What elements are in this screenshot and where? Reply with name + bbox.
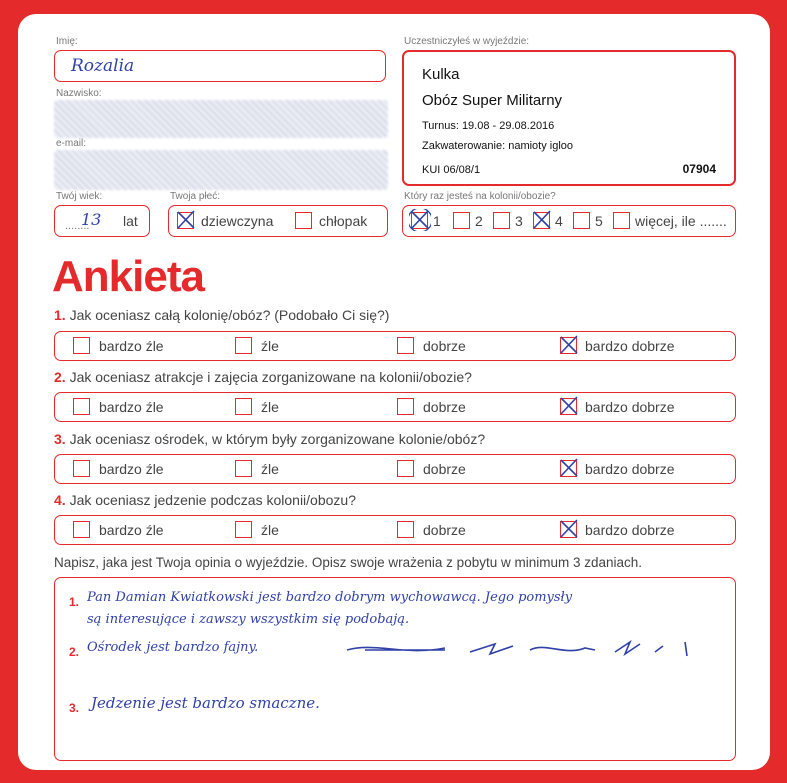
- q3-checkbox-bardzo-zle[interactable]: [73, 460, 90, 477]
- question-text: Jak oceniasz jedzenie podczas kolonii/obozu?: [69, 492, 356, 508]
- q3-option-bardzo-zle: bardzo źle: [99, 461, 164, 477]
- q1-option-dobrze: dobrze: [423, 338, 466, 354]
- gender-option-male: chłopak: [319, 213, 368, 229]
- gender-label: Twoja płeć:: [170, 191, 221, 202]
- question-text: Jak oceniasz ośrodek, w którym były zorganizowane kolonie/obóz?: [69, 431, 486, 447]
- times-field: [402, 205, 736, 237]
- age-unit: lat: [123, 213, 138, 229]
- q2-checkbox-bardzo-dobrze[interactable]: [560, 398, 577, 415]
- times-option-1: 1: [433, 213, 441, 229]
- question-4: [54, 492, 356, 508]
- q2-option-bardzo-zle: bardzo źle: [99, 399, 164, 415]
- x-mark-icon: [531, 209, 553, 231]
- x-mark-icon: [558, 518, 580, 540]
- question-4-options: [54, 515, 736, 545]
- age-dots: ........: [65, 220, 90, 232]
- opinion-textarea[interactable]: [54, 577, 736, 761]
- q2-option-zle: źle: [261, 399, 279, 415]
- opinion-line-1b: są interesujące i zawszy wszystkim się podobają.: [87, 612, 410, 627]
- name-value: Rozalia: [71, 56, 135, 76]
- surname-label: Nazwisko:: [56, 88, 102, 99]
- q4-checkbox-bardzo-zle[interactable]: [73, 521, 90, 538]
- times-checkbox-2[interactable]: [453, 212, 470, 229]
- x-mark-icon: [175, 209, 197, 231]
- x-mark-icon: [558, 334, 580, 356]
- q4-option-bardzo-dobrze: bardzo dobrze: [585, 522, 675, 538]
- x-mark-icon: [409, 209, 431, 231]
- times-option-5: 5: [595, 213, 603, 229]
- q1-checkbox-zle[interactable]: [235, 337, 252, 354]
- x-mark-icon: [558, 457, 580, 479]
- age-value: 13: [81, 210, 102, 229]
- q3-option-zle: źle: [261, 461, 279, 477]
- survey-sheet: [18, 14, 770, 770]
- q3-option-bardzo-dobrze: bardzo dobrze: [585, 461, 675, 477]
- question-text: Jak oceniasz całą kolonię/obóz? (Podobało Ci się?): [69, 307, 390, 323]
- q3-option-dobrze: dobrze: [423, 461, 466, 477]
- q1-option-bardzo-dobrze: bardzo dobrze: [585, 338, 675, 354]
- camp-number: 07904: [682, 162, 716, 176]
- camp-turnus: Turnus: 19.08 - 29.08.2016: [422, 120, 555, 132]
- q2-checkbox-zle[interactable]: [235, 398, 252, 415]
- q1-checkbox-bardzo-dobrze[interactable]: [560, 337, 577, 354]
- question-number: 4.: [54, 492, 66, 508]
- question-number: 3.: [54, 431, 66, 447]
- times-checkbox-3[interactable]: [493, 212, 510, 229]
- opinion-line-number: 2.: [69, 645, 80, 659]
- question-number: 2.: [54, 369, 66, 385]
- question-number: 1.: [54, 307, 66, 323]
- q3-checkbox-bardzo-dobrze[interactable]: [560, 460, 577, 477]
- survey-title: Ankieta: [52, 252, 204, 301]
- camp-accommodation: Zakwaterowanie: namioty igloo: [422, 140, 574, 152]
- email-label: e-mail:: [56, 138, 87, 149]
- gender-field: [168, 205, 388, 237]
- q1-option-bardzo-zle: bardzo źle: [99, 338, 164, 354]
- opinion-line-1a: Pan Damian Kwiatkowski jest bardzo dobrym wychowawcą. Jego pomysły: [87, 590, 573, 605]
- question-text: Jak oceniasz atrakcje i zajęcia zorganizowane na kolonii/obozie?: [69, 369, 472, 385]
- q1-checkbox-bardzo-zle[interactable]: [73, 337, 90, 354]
- question-2: [54, 369, 472, 385]
- q4-checkbox-zle[interactable]: [235, 521, 252, 538]
- opinion-line-number: 1.: [69, 595, 80, 609]
- question-1: [54, 307, 389, 323]
- question-3: [54, 431, 485, 447]
- times-checkbox-more[interactable]: [613, 212, 630, 229]
- q4-option-zle: źle: [261, 522, 279, 538]
- participant-label: Uczestniczyłeś w wyjeździe:: [404, 36, 530, 47]
- surname-redacted: [54, 100, 388, 138]
- camp-name: Obóz Super Militarny: [422, 92, 563, 109]
- times-option-4: 4: [555, 213, 563, 229]
- times-option-more: więcej, ile .......: [635, 213, 727, 229]
- q1-checkbox-dobrze[interactable]: [397, 337, 414, 354]
- times-checkbox-5[interactable]: [573, 212, 590, 229]
- opinion-line-number: 3.: [69, 701, 80, 715]
- name-label: Imię:: [56, 36, 78, 47]
- opinion-line-3: Jedzenie jest bardzo smaczne.: [91, 694, 320, 712]
- q3-checkbox-dobrze[interactable]: [397, 460, 414, 477]
- camp-org: Kulka: [422, 66, 460, 83]
- gender-checkbox-female[interactable]: [177, 212, 194, 229]
- opinion-line-2: Ośrodek jest bardzo fajny.: [87, 640, 259, 655]
- times-label: Który raz jesteś na kolonii/obozie?: [404, 191, 556, 202]
- times-option-3: 3: [515, 213, 523, 229]
- crossed-out-scribble: [345, 638, 705, 660]
- age-field[interactable]: [54, 205, 150, 237]
- times-option-2: 2: [475, 213, 483, 229]
- q1-option-zle: źle: [261, 338, 279, 354]
- q3-checkbox-zle[interactable]: [235, 460, 252, 477]
- q4-checkbox-dobrze[interactable]: [397, 521, 414, 538]
- gender-option-female: dziewczyna: [201, 213, 274, 229]
- camp-code: KUI 06/08/1: [422, 164, 481, 176]
- camp-info-box: [402, 50, 736, 186]
- q2-option-bardzo-dobrze: bardzo dobrze: [585, 399, 675, 415]
- times-checkbox-1[interactable]: [411, 212, 428, 229]
- question-3-options: [54, 454, 736, 484]
- q4-option-dobrze: dobrze: [423, 522, 466, 538]
- q2-checkbox-bardzo-zle[interactable]: [73, 398, 90, 415]
- q4-checkbox-bardzo-dobrze[interactable]: [560, 521, 577, 538]
- name-field[interactable]: [54, 50, 386, 82]
- gender-checkbox-male[interactable]: [295, 212, 312, 229]
- age-label: Twój wiek:: [56, 191, 103, 202]
- q2-checkbox-dobrze[interactable]: [397, 398, 414, 415]
- question-1-options: [54, 331, 736, 361]
- times-checkbox-4[interactable]: [533, 212, 550, 229]
- opinion-prompt: Napisz, jaka jest Twoja opinia o wyjeździe. Opisz swoje wrażenia z pobytu w minimum 3 zdaniach.: [54, 555, 643, 570]
- email-redacted: [54, 150, 388, 190]
- q4-option-bardzo-zle: bardzo źle: [99, 522, 164, 538]
- question-2-options: [54, 392, 736, 422]
- x-mark-icon: [558, 395, 580, 417]
- q2-option-dobrze: dobrze: [423, 399, 466, 415]
